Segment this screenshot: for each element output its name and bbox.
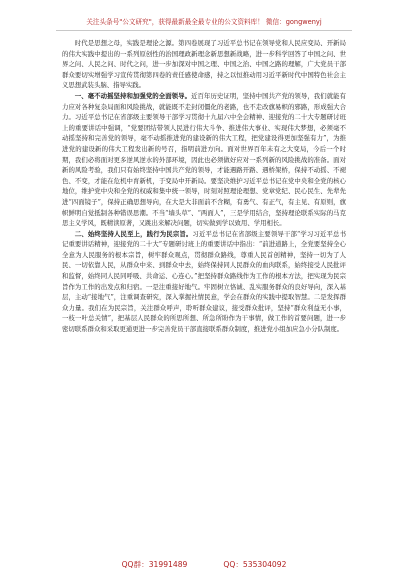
section-2-paragraph [62, 229, 346, 335]
footer-contact [0, 559, 408, 570]
section-1-text: 近百年历史证明，坚持中国共产党的领导，我们就能有力应对各种复杂局面和风险挑战，就能既不走封闭僵化的老路，也不走改旗易帜的邪路，形成强大合力。习近平总书记在省部级主要领导干部学习贯彻十九届六中全会精神、迎接党的二十大专题研讨班上的重要讲话中强调，“党要团结带领人民进行伟大斗争、推进伟大事业、实现伟大梦想，必须毫不动摇坚持和完善党的领导，毫不动摇推进党的建设新的伟大工程，把党建设得更加坚强有力”，为推进党的建设新的伟大工程发出新的号召，指明前进方向。面对世界百年未有之大变局，今后一个时期，我们必将面对更多逆风逆水的外部环境，因此也必须做好应对一系列新的风险挑战的准备。面对新的风险考验，我们只有始终坚持中国共产党的领导，才能遇路开路、遇桥架桥，保持不动摇、不褪色、不变，才能在危机中育新机，于变局中开新局。要坚决维护习近平总书记在党中央和全党的核心地位，维护党中央和全党的权威和集中统一领导，时刻对照理论理想、党章党纪、民心民生、先辈先进“四面镜子”，保持正确思想导向，在大是大非面前不含糊，有勇气、有正气，有主见、有原则，旗帜鲜明自觉抵制各种错误思潮。不当“墙头草”、“两面人”，三是学用结合，坚持理论联系实际的马克思主义学风，既精读原著，又跳出来解决问题，切实做到学以致用、学用相长。 [62, 91, 346, 228]
section-2-text: 习近平总书记在省部级主要领导干部“学习习近平总书记重要讲话精神，迎接党的二十大”专题研讨班上的重要讲话中指出：“前进道路上，全党要坚持全心全意为人民服务的根本宗旨，树牢群众观点，贯彻群众路线，尊重人民首创精神，坚持一切为了人民、一切依靠人民，从群众中来、到群众中去，始终保持同人民群众的血肉联系，始终接受人民批评和监督，始终同人民同呼吸、共命运、心连心。”把坚持群众路线作为工作的根本方法，把实现为民宗旨作为工作的出发点和归宿。一是注重接好地气。牢固树立恪诚、乱实服务群众的良好导向，深入基层，主动“接地气”，注重调查研究，深入掌握社情民意，学会在群众的实践中提取智慧。二是发挥群众力量。我们在为民宗旨，关注群众呼声，聆听群众建议，接受群众批评，坚持“群众利益无小事，一枝一叶总关情”，把基层人民群众的所思所想、所急所盼作为干事情，做工作的首要问题，进一步密切联系群众和采取更通更进一步完善党员干部直接联系群众制度，推进党小组加应急小分队制度。 [62, 229, 346, 334]
footer-qq: QQ：535304092 [223, 560, 287, 569]
document-body [62, 38, 346, 532]
section-1-heading: 一、毫不动摇坚持和加强党的全面领导。 [74, 91, 192, 100]
section-1-paragraph [62, 91, 346, 229]
top-banner: 关注头条号"公文研究"，获得最新最全最专业的公文资料库！ 微信：gongwenyj [86, 18, 322, 26]
section-2-heading: 二、始终坚持人民至上，践行为民宗旨。 [74, 229, 193, 238]
intro-paragraph: 时代是思想之母，实践是理论之源。第四卷展现了习近平总书记在领导党和人民应变局、开新局的伟大实践中提出的一系列原创性的治国理政新理念新思想新战略，进一步科学回答了中国之问、世界之问、人民之问、时代之问，进一步加深对中国之理、中国之治、中国之路的理解，广大党员干部群众要切实增强学习宣传贯彻第四卷的责任感使命感，持之以恒推动用习近平新时代中国特色社会主义思想武装头脑、指导实践。 [62, 39, 346, 90]
footer-qq-group: QQ群：31991489 [121, 560, 188, 569]
banner-divider [56, 30, 352, 31]
